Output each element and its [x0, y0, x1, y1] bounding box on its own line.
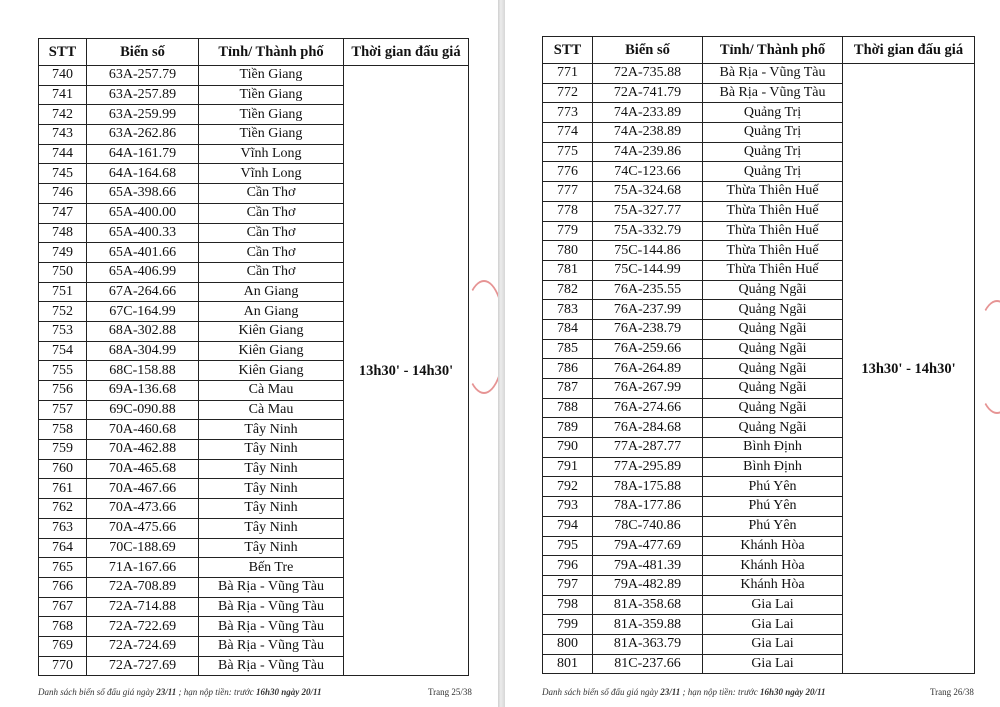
cell-plate: 70A-467.66	[87, 479, 199, 499]
cell-province: Cần Thơ	[199, 203, 344, 223]
cell-province: Bà Rịa - Vũng Tàu	[199, 656, 344, 676]
cell-plate: 74A-239.86	[593, 142, 703, 162]
cell-plate: 79A-477.69	[593, 536, 703, 556]
page-number-right: Trang 26/38	[930, 687, 974, 697]
cell-plate: 75A-324.68	[593, 182, 703, 202]
cell-plate: 81C-237.66	[593, 654, 703, 674]
cell-stt: 792	[543, 477, 593, 497]
cell-plate: 68A-304.99	[87, 341, 199, 361]
cell-stt: 772	[543, 83, 593, 103]
cell-stt: 756	[39, 381, 87, 401]
cell-stt: 781	[543, 260, 593, 280]
cell-province: Cần Thơ	[199, 243, 344, 263]
cell-stt: 786	[543, 359, 593, 379]
cell-province: Quảng Ngãi	[703, 398, 843, 418]
cell-plate: 81A-363.79	[593, 634, 703, 654]
cell-stt: 798	[543, 595, 593, 615]
cell-stt: 793	[543, 497, 593, 517]
cell-plate: 76A-237.99	[593, 300, 703, 320]
cell-plate: 72A-722.69	[87, 617, 199, 637]
header-time: Thời gian đấu giá	[843, 37, 975, 64]
plates-table-right	[542, 36, 975, 674]
cell-province: Cần Thơ	[199, 223, 344, 243]
cell-plate: 65A-398.66	[87, 184, 199, 204]
cell-province: Bến Tre	[199, 558, 344, 578]
cell-plate: 72A-714.88	[87, 597, 199, 617]
cell-plate: 70A-473.66	[87, 499, 199, 519]
cell-stt: 791	[543, 457, 593, 477]
cell-plate: 74C-123.66	[593, 162, 703, 182]
cell-province: Bình Định	[703, 438, 843, 458]
cell-plate: 76A-274.66	[593, 398, 703, 418]
header-stt: STT	[39, 39, 87, 66]
cell-stt: 749	[39, 243, 87, 263]
cell-plate: 75C-144.86	[593, 241, 703, 261]
cell-province: Kiên Giang	[199, 361, 344, 381]
cell-province: Quảng Trị	[703, 123, 843, 143]
cell-stt: 783	[543, 300, 593, 320]
cell-province: An Giang	[199, 282, 344, 302]
document-page-right	[505, 0, 1000, 707]
cell-plate: 63A-262.86	[87, 125, 199, 145]
cell-province: Vĩnh Long	[199, 144, 344, 164]
table-header-row	[543, 37, 975, 64]
document-page-left	[0, 0, 498, 707]
cell-province: Thừa Thiên Huế	[703, 221, 843, 241]
cell-stt: 750	[39, 262, 87, 282]
cell-plate: 67A-264.66	[87, 282, 199, 302]
cell-plate: 70A-462.88	[87, 440, 199, 460]
cell-province: Gia Lai	[703, 654, 843, 674]
footer-deadline: 16h30 ngày 20/11	[759, 687, 826, 697]
cell-province: Kiên Giang	[199, 321, 344, 341]
cell-stt: 763	[39, 518, 87, 538]
cell-plate: 74A-233.89	[593, 103, 703, 123]
page-number-left: Trang 25/38	[428, 687, 472, 697]
footer-date: 23/11	[660, 687, 681, 697]
cell-plate: 76A-284.68	[593, 418, 703, 438]
cell-stt: 782	[543, 280, 593, 300]
cell-auction-time: 13h30' - 14h30'	[843, 64, 975, 674]
cell-stt: 800	[543, 634, 593, 654]
cell-stt: 785	[543, 339, 593, 359]
cell-province: Tây Ninh	[199, 479, 344, 499]
cell-province: Quảng Ngãi	[703, 280, 843, 300]
cell-stt: 757	[39, 400, 87, 420]
cell-province: Tây Ninh	[199, 538, 344, 558]
cell-stt: 788	[543, 398, 593, 418]
cell-province: Quảng Ngãi	[703, 418, 843, 438]
cell-plate: 76A-264.89	[593, 359, 703, 379]
cell-stt: 773	[543, 103, 593, 123]
cell-plate: 63A-257.79	[87, 66, 199, 86]
header-plate: Biển số	[87, 39, 199, 66]
cell-plate: 75A-332.79	[593, 221, 703, 241]
cell-province: Thừa Thiên Huế	[703, 182, 843, 202]
cell-stt: 787	[543, 379, 593, 399]
cell-province: Gia Lai	[703, 634, 843, 654]
cell-plate: 81A-359.88	[593, 615, 703, 635]
cell-stt: 771	[543, 64, 593, 84]
cell-stt: 776	[543, 162, 593, 182]
red-seal-stamp	[975, 300, 1000, 414]
cell-province: Thừa Thiên Huế	[703, 241, 843, 261]
cell-province: Bình Định	[703, 457, 843, 477]
cell-stt: 759	[39, 440, 87, 460]
cell-plate: 69C-090.88	[87, 400, 199, 420]
cell-stt: 747	[39, 203, 87, 223]
cell-province: Tây Ninh	[199, 459, 344, 479]
cell-plate: 67C-164.99	[87, 302, 199, 322]
cell-plate: 68A-302.88	[87, 321, 199, 341]
cell-stt: 758	[39, 420, 87, 440]
cell-stt: 790	[543, 438, 593, 458]
table-row	[543, 64, 975, 84]
cell-stt: 761	[39, 479, 87, 499]
cell-stt: 742	[39, 105, 87, 125]
footer-note-right	[542, 687, 825, 697]
page-gutter	[498, 0, 505, 707]
cell-auction-time: 13h30' - 14h30'	[344, 66, 469, 676]
cell-plate: 65A-406.99	[87, 262, 199, 282]
cell-province: Tây Ninh	[199, 518, 344, 538]
cell-plate: 71A-167.66	[87, 558, 199, 578]
cell-province: Bà Rịa - Vũng Tàu	[703, 83, 843, 103]
cell-stt: 789	[543, 418, 593, 438]
cell-plate: 81A-358.68	[593, 595, 703, 615]
cell-stt: 755	[39, 361, 87, 381]
header-stt: STT	[543, 37, 593, 64]
cell-province: Khánh Hòa	[703, 575, 843, 595]
footer-prefix: Danh sách biển số đấu giá ngày	[38, 687, 157, 697]
cell-plate: 76A-235.55	[593, 280, 703, 300]
cell-plate: 74A-238.89	[593, 123, 703, 143]
cell-province: Quảng Ngãi	[703, 339, 843, 359]
cell-stt: 768	[39, 617, 87, 637]
cell-province: Bà Rịa - Vũng Tàu	[199, 577, 344, 597]
footer-note-left	[38, 687, 321, 697]
cell-stt: 801	[543, 654, 593, 674]
table-row	[39, 66, 469, 86]
cell-stt: 774	[543, 123, 593, 143]
cell-stt: 797	[543, 575, 593, 595]
cell-province: Tiền Giang	[199, 125, 344, 145]
footer-middle: ; hạn nộp tiền: trước	[680, 687, 760, 697]
footer-date: 23/11	[156, 687, 177, 697]
cell-stt: 765	[39, 558, 87, 578]
cell-province: Quảng Ngãi	[703, 300, 843, 320]
cell-province: Gia Lai	[703, 595, 843, 615]
plates-table-left	[38, 38, 469, 676]
cell-province: Kiên Giang	[199, 341, 344, 361]
cell-plate: 70A-475.66	[87, 518, 199, 538]
cell-stt: 762	[39, 499, 87, 519]
cell-plate: 72A-727.69	[87, 656, 199, 676]
cell-province: Gia Lai	[703, 615, 843, 635]
cell-province: Quảng Ngãi	[703, 359, 843, 379]
cell-plate: 75C-144.99	[593, 260, 703, 280]
cell-stt: 780	[543, 241, 593, 261]
cell-province: Quảng Ngãi	[703, 379, 843, 399]
cell-province: Cần Thơ	[199, 184, 344, 204]
cell-stt: 754	[39, 341, 87, 361]
cell-province: Tiền Giang	[199, 85, 344, 105]
cell-plate: 79A-481.39	[593, 556, 703, 576]
cell-plate: 70A-460.68	[87, 420, 199, 440]
cell-province: Bà Rịa - Vũng Tàu	[199, 597, 344, 617]
footer-middle: ; hạn nộp tiền: trước	[176, 687, 256, 697]
cell-province: Tây Ninh	[199, 499, 344, 519]
header-time: Thời gian đấu giá	[344, 39, 469, 66]
cell-province: Cà Mau	[199, 381, 344, 401]
cell-province: Bà Rịa - Vũng Tàu	[199, 617, 344, 637]
cell-plate: 78A-177.86	[593, 497, 703, 517]
cell-plate: 64A-164.68	[87, 164, 199, 184]
cell-plate: 65A-400.00	[87, 203, 199, 223]
cell-plate: 65A-400.33	[87, 223, 199, 243]
cell-province: Thừa Thiên Huế	[703, 260, 843, 280]
cell-province: Tây Ninh	[199, 420, 344, 440]
cell-stt: 770	[39, 656, 87, 676]
cell-province: Quảng Ngãi	[703, 319, 843, 339]
cell-stt: 740	[39, 66, 87, 86]
cell-stt: 767	[39, 597, 87, 617]
cell-stt: 751	[39, 282, 87, 302]
cell-stt: 784	[543, 319, 593, 339]
cell-province: Tiền Giang	[199, 105, 344, 125]
cell-plate: 65A-401.66	[87, 243, 199, 263]
header-plate: Biển số	[593, 37, 703, 64]
cell-plate: 63A-259.99	[87, 105, 199, 125]
cell-province: Bà Rịa - Vũng Tàu	[199, 636, 344, 656]
cell-plate: 70A-465.68	[87, 459, 199, 479]
cell-province: Vĩnh Long	[199, 164, 344, 184]
cell-stt: 799	[543, 615, 593, 635]
cell-province: Tây Ninh	[199, 440, 344, 460]
cell-stt: 794	[543, 516, 593, 536]
cell-province: Quảng Trị	[703, 162, 843, 182]
cell-stt: 744	[39, 144, 87, 164]
cell-province: Phú Yên	[703, 477, 843, 497]
cell-stt: 745	[39, 164, 87, 184]
table-body-right	[543, 64, 975, 674]
cell-stt: 775	[543, 142, 593, 162]
cell-province: Khánh Hòa	[703, 536, 843, 556]
cell-province: An Giang	[199, 302, 344, 322]
footer-prefix: Danh sách biển số đấu giá ngày	[542, 687, 661, 697]
footer-deadline: 16h30 ngày 20/11	[255, 687, 322, 697]
table-body-left	[39, 66, 469, 676]
cell-stt: 795	[543, 536, 593, 556]
cell-province: Thừa Thiên Huế	[703, 201, 843, 221]
cell-stt: 748	[39, 223, 87, 243]
cell-plate: 76A-238.79	[593, 319, 703, 339]
cell-plate: 68C-158.88	[87, 361, 199, 381]
cell-province: Quảng Trị	[703, 103, 843, 123]
cell-plate: 75A-327.77	[593, 201, 703, 221]
cell-plate: 72A-741.79	[593, 83, 703, 103]
cell-plate: 72A-735.88	[593, 64, 703, 84]
cell-province: Phú Yên	[703, 497, 843, 517]
cell-plate: 63A-257.89	[87, 85, 199, 105]
cell-stt: 741	[39, 85, 87, 105]
cell-stt: 766	[39, 577, 87, 597]
cell-plate: 78A-175.88	[593, 477, 703, 497]
cell-province: Phú Yên	[703, 516, 843, 536]
cell-plate: 77A-287.77	[593, 438, 703, 458]
cell-stt: 764	[39, 538, 87, 558]
cell-stt: 779	[543, 221, 593, 241]
cell-plate: 78C-740.86	[593, 516, 703, 536]
cell-stt: 752	[39, 302, 87, 322]
cell-stt: 760	[39, 459, 87, 479]
cell-stt: 778	[543, 201, 593, 221]
cell-stt: 796	[543, 556, 593, 576]
cell-plate: 76A-267.99	[593, 379, 703, 399]
cell-province: Cần Thơ	[199, 262, 344, 282]
cell-stt: 743	[39, 125, 87, 145]
cell-plate: 64A-161.79	[87, 144, 199, 164]
cell-plate: 70C-188.69	[87, 538, 199, 558]
cell-stt: 769	[39, 636, 87, 656]
cell-province: Quảng Trị	[703, 142, 843, 162]
cell-stt: 746	[39, 184, 87, 204]
cell-stt: 777	[543, 182, 593, 202]
cell-plate: 76A-259.66	[593, 339, 703, 359]
cell-plate: 77A-295.89	[593, 457, 703, 477]
cell-plate: 79A-482.89	[593, 575, 703, 595]
cell-plate: 72A-724.69	[87, 636, 199, 656]
cell-province: Tiền Giang	[199, 66, 344, 86]
cell-province: Khánh Hòa	[703, 556, 843, 576]
header-province: Tỉnh/ Thành phố	[703, 37, 843, 64]
table-header-row	[39, 39, 469, 66]
cell-plate: 72A-708.89	[87, 577, 199, 597]
cell-province: Bà Rịa - Vũng Tàu	[703, 64, 843, 84]
cell-plate: 69A-136.68	[87, 381, 199, 401]
cell-province: Cà Mau	[199, 400, 344, 420]
cell-stt: 753	[39, 321, 87, 341]
header-province: Tỉnh/ Thành phố	[199, 39, 344, 66]
